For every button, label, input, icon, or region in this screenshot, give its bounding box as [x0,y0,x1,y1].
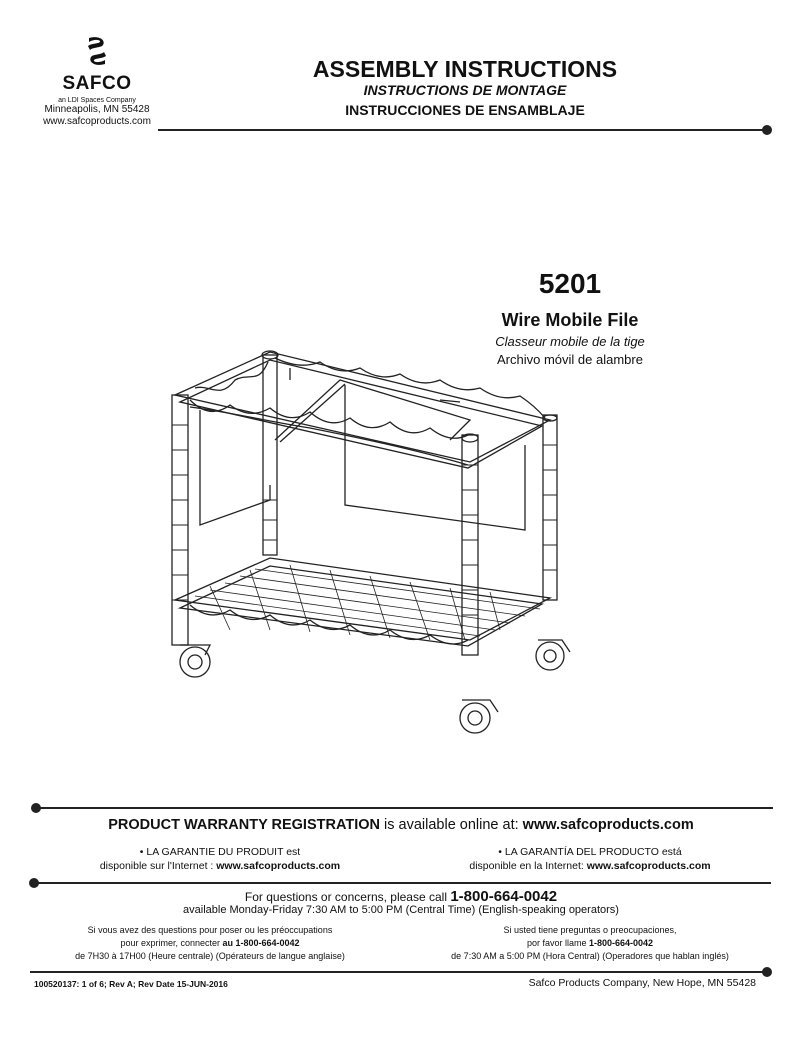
contact-question-text: For questions or concerns, please call [244,890,451,904]
brand-tagline: an LDI Spaces Company [58,97,136,104]
title-french: INSTRUCTIONS DE MONTAGE [363,82,567,98]
brand-website: www.safcoproducts.com [43,116,151,127]
footer-rule [30,971,764,973]
header-rule [158,129,764,131]
contact-es-text: por favor llame [526,938,589,948]
title-spanish: INSTRUCCIONES DE ENSAMBLAJE [345,102,585,118]
warranty-rule [38,807,773,809]
warranty-es-url[interactable]: www.safcoproducts.com [586,860,711,872]
contact-es-line3: de 7:30 AM a 5:00 PM (Hora Central) (Operadores que hablan inglés) [451,951,729,961]
warranty-registration-line [40,817,762,833]
warranty-es-text: disponible en la Internet: [469,860,587,872]
warranty-fr-line2 [60,859,380,873]
document-id: 100520137: 1 of 6; Rev A; Rev Date 15-JUN-2016 [34,979,228,989]
warranty-fr-text: disponible sur l'Internet : [99,860,217,872]
model-number: 5201 [538,268,602,299]
contact-es-line1: Si usted tiene preguntas o preocupaciones, [503,925,677,935]
contact-es [410,924,770,963]
warranty-es-line1: • LA GARANTÍA DEL PRODUCTO está [498,846,682,858]
warranty-url[interactable]: www.safcoproducts.com [522,817,694,833]
contact-fr [40,924,380,963]
contact-fr-phone[interactable]: au 1-800-664-0042 [222,938,300,948]
warranty-lead-text: is available online at: [380,817,523,833]
brand-city: Minneapolis, MN 55428 [44,104,150,115]
contact-phone[interactable]: 1-800-664-0042 [450,888,558,905]
warranty-lead: PRODUCT WARRANTY REGISTRATION [108,817,380,833]
safco-logo-icon [18,36,176,66]
warranty-fr-url[interactable]: www.safcoproducts.com [216,860,341,872]
product-name-fr: Classeur mobile de la tige [495,334,645,349]
contact-question [40,888,762,905]
product-name-es: Archivo móvil de alambre [497,352,643,367]
warranty-es [430,845,750,873]
footer-rule-dot [762,967,772,977]
contact-es-phone[interactable]: 1-800-664-0042 [588,938,654,948]
contact-rule [36,882,771,884]
contact-fr-text: pour exprimer, connecter [120,938,223,948]
company-address: Safco Products Company, New Hope, MN 55428 [528,977,756,989]
contact-fr-line3: de 7H30 à 17H00 (Heure centrale) (Opérateurs de langue anglaise) [75,951,345,961]
product-name-en: Wire Mobile File [501,310,639,330]
contact-es-line2 [410,937,770,950]
warranty-fr-line1: • LA GARANTIE DU PRODUIT est [139,846,301,858]
title-english: ASSEMBLY INSTRUCTIONS [312,56,618,82]
warranty-fr [60,845,380,873]
brand-name: SAFCO [62,73,132,94]
wire-cart-illustration [150,340,590,740]
contact-availability: available Monday-Friday 7:30 AM to 5:00 PM (Central Time) (English-speaking operators) [183,904,619,916]
brand-logo-block [18,36,176,128]
header-rule-dot [762,125,772,135]
warranty-es-line2 [430,859,750,873]
contact-fr-line1: Si vous avez des questions pour poser ou les préoccupations [87,925,333,935]
contact-fr-line2 [40,937,380,950]
